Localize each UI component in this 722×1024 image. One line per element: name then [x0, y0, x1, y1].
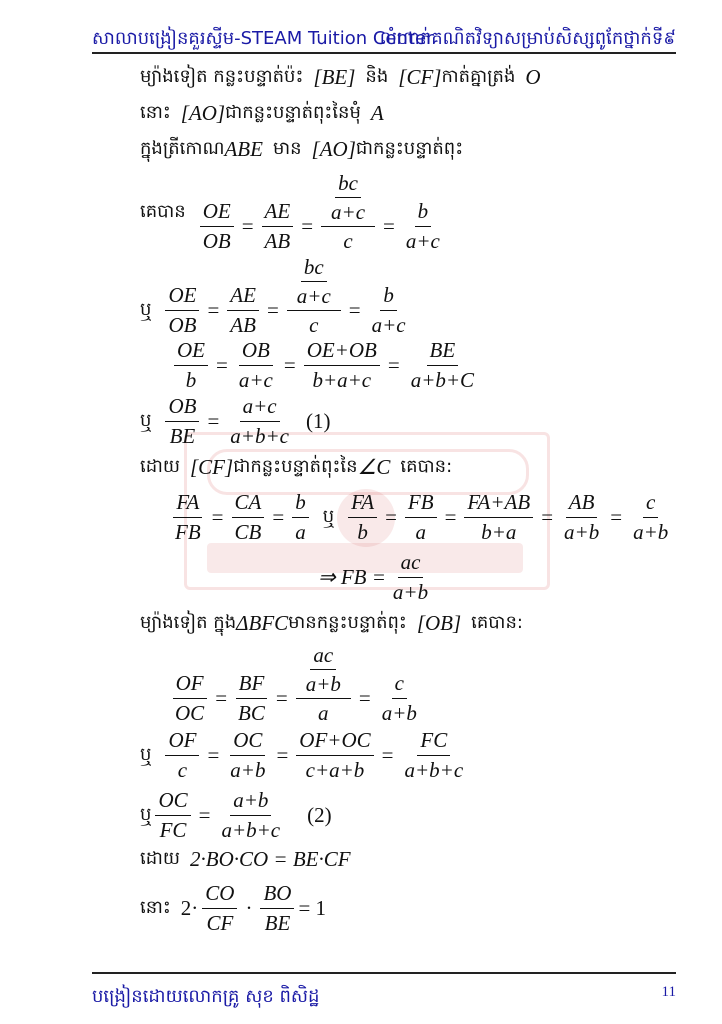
fraction [165, 394, 199, 447]
fraction-numerator: b [292, 490, 309, 517]
fraction-denominator: a+b+c [221, 817, 281, 842]
fraction [202, 881, 237, 934]
fraction-numerator: a+c [240, 394, 280, 421]
fraction [227, 394, 292, 447]
fraction-numerator: c [392, 671, 407, 698]
footer-rule [92, 972, 676, 974]
footer-author: បង្រៀនដោយលោកគ្រូ សុខ ពិសិដ្ឋ [92, 986, 320, 1007]
equation-line-1: គេបាន $\frac{OE}{OB}$ = $\frac{AE}{AB}$ = $\frac{\frac{bc}{a+c}}{c}$ = $\frac{b}{a+c}$ [140, 170, 447, 254]
fraction [200, 199, 234, 252]
fraction-denominator: a+c [371, 312, 406, 337]
fraction-numerator: CA [232, 490, 265, 517]
fraction-numerator: FA [173, 490, 202, 517]
fraction [227, 728, 268, 781]
fraction [321, 171, 375, 253]
fraction-denominator: a+b [230, 757, 266, 782]
fraction-denominator: a+c [331, 199, 366, 224]
fraction-numerator: FB [405, 490, 437, 517]
fraction-denominator: a+c [296, 283, 331, 308]
fraction-numerator: AE [262, 199, 294, 226]
fraction-numerator: OF [165, 728, 199, 755]
page-header [92, 22, 676, 52]
page-footer [92, 984, 676, 1008]
fraction-numerator: c [643, 490, 658, 517]
fraction-denominator: a+b+c [404, 757, 464, 782]
fraction-denominator: a+c [238, 367, 273, 392]
fraction [294, 255, 334, 308]
fraction [369, 283, 409, 336]
fraction-numerator: BE [427, 338, 459, 365]
fraction [172, 671, 207, 724]
fraction [227, 283, 259, 336]
fraction [348, 490, 377, 543]
fraction-numerator: BO [260, 881, 294, 908]
fraction-numerator [296, 643, 351, 699]
equation-line-3: $\frac{OE}{b}$ = $\frac{OB}{a+c}$ = $\frac{OE+OB}{b+a+c}$ = $\frac{BE}{a+b+C}$ [170, 338, 481, 392]
fraction-denominator: a+b [564, 519, 600, 544]
fraction [260, 881, 294, 934]
fraction-denominator: FC [159, 817, 187, 842]
fraction-numerator: OF+OC [296, 728, 373, 755]
fraction [296, 728, 373, 781]
fraction [328, 171, 368, 224]
fraction-numerator: OC [230, 728, 265, 755]
fraction-denominator: a+b [305, 671, 341, 696]
fraction-denominator: a+b [633, 519, 669, 544]
fraction [235, 671, 268, 724]
fraction-numerator: AB [566, 490, 598, 517]
fraction-numerator: ac [398, 550, 424, 577]
fraction-denominator: CF [206, 910, 234, 935]
fraction-denominator: BC [238, 700, 265, 725]
text-line-11: ម្យ៉ាងទៀត ក្នុង ΔBFC មានកន្លះបន្ទាត់ពុះ [OB] គេបាន: [140, 610, 523, 635]
fraction-numerator: b [415, 199, 432, 226]
fraction-denominator: a [415, 519, 426, 544]
fraction [561, 490, 602, 543]
fraction-numerator: b [380, 283, 397, 310]
fraction-numerator: ac [310, 643, 336, 670]
fraction-numerator: bc [301, 255, 327, 282]
fraction-numerator: OE+OB [304, 338, 380, 365]
fraction [408, 338, 477, 391]
equation-line-6: ⇒ FB = $\frac{ac}{a+b}$ [318, 550, 435, 604]
fraction-denominator: OB [202, 228, 231, 253]
equation-line-5: $\frac{FA}{FB}$ = $\frac{CA}{CB}$ = $\frac{b}{a}$ ឬ $\frac{FA}{b}$ = $\frac{FB}{a}$ = $\frac{FA+AB}{b+a}$ = $\frac{AB}{a+b}$ = $\frac{c}{a+b}$ [168, 490, 675, 544]
fraction-numerator: FA+AB [464, 490, 533, 517]
equation-line-7: $\frac{OF}{OC}$ = $\frac{BF}{BC}$ = $\frac{\frac{ac}{a+b}}{a}$ = $\frac{c}{a+b}$ [168, 642, 424, 726]
header-school-name: សាលាបង្រៀនគួរស្ទីម-STEAM Tuition Center [92, 28, 434, 49]
text-line-8: ដោយ [CF] ជាកន្លះបន្ទាត់ពុះនៃ ∠C គេបាន: [140, 454, 453, 479]
fraction-numerator: OC [155, 788, 190, 815]
fraction-denominator: BE [169, 423, 196, 448]
fraction [379, 671, 420, 724]
fraction-denominator: b [185, 367, 197, 392]
fraction [403, 199, 443, 252]
fraction-denominator: a+c [405, 228, 440, 253]
fraction-numerator: OE [174, 338, 208, 365]
text-line-2: នោះ [AO] ជាកន្លះបន្ទាត់ពុះនៃមុំ A [140, 100, 384, 125]
fraction-denominator: OC [175, 700, 205, 725]
fraction-denominator: c [309, 313, 319, 338]
fraction-numerator: FC [417, 728, 450, 755]
equation-line-8: ឬ $\frac{OF}{c}$ = $\frac{OC}{a+b}$ = $\frac{OF+OC}{c+a+b}$ = $\frac{FC}{a+b+c}$ [140, 728, 470, 782]
page-number: 11 [661, 984, 676, 1000]
fraction-denominator: a+b [392, 579, 429, 604]
fraction-numerator: FA [348, 490, 377, 517]
fraction-numerator: OE [165, 283, 199, 310]
fraction-denominator: BE [264, 910, 291, 935]
fraction [405, 490, 437, 543]
fraction [165, 283, 199, 336]
fraction-numerator: OB [165, 394, 199, 421]
fraction [174, 338, 208, 391]
fraction-denominator: CB [234, 519, 262, 544]
fraction [287, 255, 341, 337]
fraction-numerator: OE [200, 199, 234, 226]
equation-label-1: (1) [305, 408, 331, 433]
fraction [236, 338, 276, 391]
fraction [218, 788, 283, 841]
fraction [303, 643, 344, 696]
fraction-denominator: AB [264, 228, 291, 253]
header-subject-title: លំហាត់គណិតវិទ្យាសម្រាប់សិស្សពូកែថ្នាក់ទី៩ [379, 28, 676, 49]
fraction-numerator: AE [227, 283, 259, 310]
fraction [296, 643, 351, 725]
fraction-numerator: OB [239, 338, 273, 365]
fraction-numerator: OF [173, 671, 207, 698]
fraction-numerator [287, 255, 341, 311]
text-line-3: ក្នុងត្រីកោណ ABE មាន [AO] ជាកន្លះបន្ទាត់ពុះ [140, 136, 464, 161]
fraction-numerator: CO [202, 881, 237, 908]
equation-label-2: (2) [307, 802, 332, 827]
fraction-denominator: b+a [481, 519, 517, 544]
fraction-numerator: bc [335, 171, 361, 198]
fraction-denominator: AB [230, 312, 256, 337]
fraction [464, 490, 533, 543]
fraction [292, 490, 309, 543]
text-line-1: ម្យ៉ាងទៀត កន្លះបន្ទាត់ប៉ះ [BE] និង [CF] កាត់គ្នាត្រង់ O [140, 64, 541, 89]
fraction-denominator: c+a+b [305, 757, 365, 782]
fraction-denominator: a+b+c [230, 423, 289, 448]
equation-line-4: ឬ $\frac{OB}{BE}$ = $\frac{a+c}{a+b+c}$ (1) [140, 394, 331, 448]
fraction [401, 728, 466, 781]
fraction-denominator: a [318, 701, 329, 726]
fraction-denominator: OB [168, 312, 197, 337]
fraction-numerator: BF [236, 671, 268, 698]
fraction [390, 550, 431, 603]
fraction [630, 490, 671, 543]
fraction [172, 490, 204, 543]
fraction-denominator: a+b [381, 700, 417, 725]
fraction-denominator: FB [175, 519, 201, 544]
equation-line-2: ឬ $\frac{OE}{OB}$ = $\frac{AE}{AB}$ = $\frac{\frac{bc}{a+c}}{c}$ = $\frac{b}{a+c}$ [140, 254, 413, 338]
fraction-denominator: b [357, 519, 368, 544]
fraction-numerator: a+b [230, 788, 271, 815]
fraction-numerator [321, 171, 375, 227]
fraction-denominator: c [343, 229, 353, 254]
equation-line-9: ឬ $\frac{OC}{FC}$ = $\frac{a+b}{a+b+c}$ (2) [140, 788, 332, 842]
equation-line-10: នោះ 2· $\frac{CO}{CF}$ · $\frac{BO}{BE}$ = 1 [140, 881, 327, 935]
fraction [155, 788, 190, 841]
fraction-denominator: a [295, 519, 306, 544]
fraction [304, 338, 380, 391]
fraction-denominator: a+b+C [410, 367, 475, 392]
fraction-denominator: b+a+c [312, 367, 372, 392]
text-line-15: ដោយ 2·BO·CO = BE·CF [140, 846, 351, 871]
fraction-denominator: c [177, 757, 188, 782]
fraction [165, 728, 199, 781]
header-rule [92, 52, 676, 54]
fraction [232, 490, 265, 543]
fraction [262, 199, 294, 252]
